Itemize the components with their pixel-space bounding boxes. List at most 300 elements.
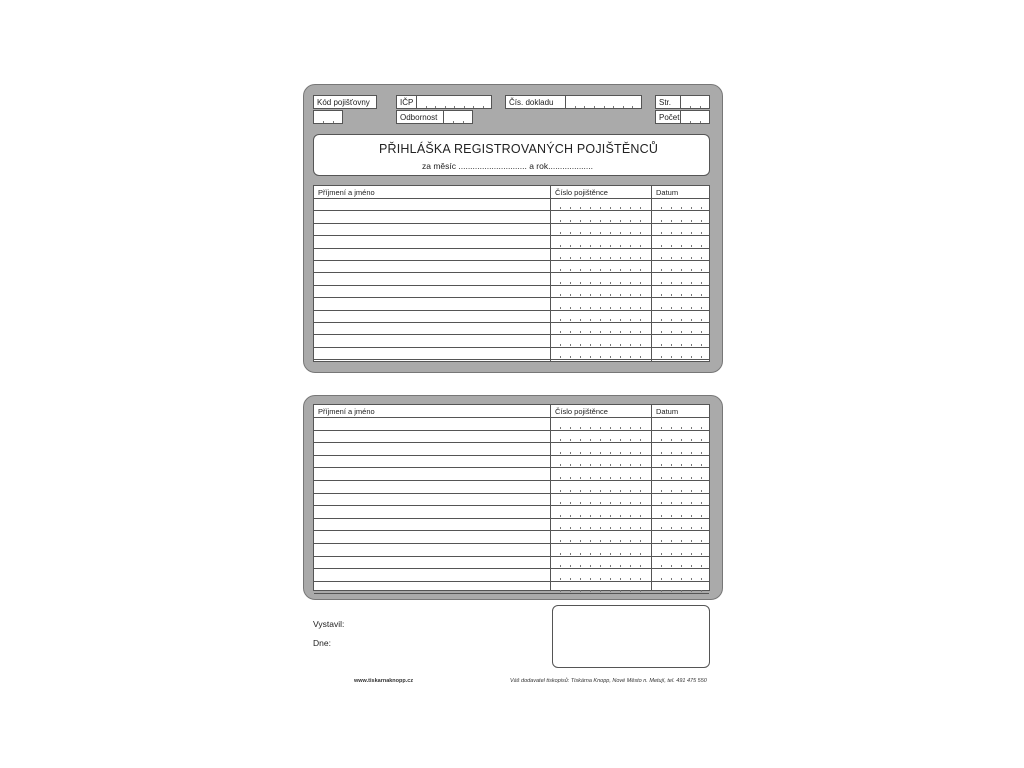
digit-tick bbox=[590, 565, 591, 567]
digit-tick bbox=[590, 232, 591, 234]
digit-tick bbox=[620, 232, 621, 234]
digit-tick bbox=[630, 344, 631, 346]
digit-tick bbox=[681, 282, 682, 284]
digit-tick bbox=[681, 356, 682, 358]
digit-tick bbox=[600, 553, 601, 555]
digit-tick bbox=[671, 477, 672, 479]
table-row[interactable] bbox=[314, 443, 709, 455]
digit-tick bbox=[681, 490, 682, 492]
digit-tick bbox=[691, 553, 692, 555]
table-row-line bbox=[314, 593, 709, 594]
digit-tick bbox=[661, 540, 662, 542]
digit-tick bbox=[671, 540, 672, 542]
digit-tick bbox=[701, 269, 702, 271]
digit-tick bbox=[610, 269, 611, 271]
digit-tick bbox=[610, 578, 611, 580]
digit-tick bbox=[560, 427, 561, 429]
digit-tick bbox=[691, 565, 692, 567]
column-header-date: Datum bbox=[656, 188, 679, 197]
table-row[interactable] bbox=[314, 286, 709, 297]
digit-tick bbox=[701, 207, 702, 209]
digit-tick bbox=[570, 319, 571, 321]
table-row[interactable] bbox=[314, 224, 709, 235]
digit-tick bbox=[610, 540, 611, 542]
digit-tick bbox=[690, 106, 691, 108]
digit-tick bbox=[560, 307, 561, 309]
digit-tick bbox=[661, 439, 662, 441]
digit-tick bbox=[560, 490, 561, 492]
table-row[interactable] bbox=[314, 494, 709, 506]
digit-tick bbox=[630, 294, 631, 296]
digit-tick bbox=[671, 452, 672, 454]
digit-tick bbox=[580, 477, 581, 479]
digit-tick bbox=[570, 427, 571, 429]
digit-tick bbox=[671, 319, 672, 321]
digit-tick bbox=[640, 294, 641, 296]
digit-tick bbox=[613, 106, 614, 108]
digit-tick bbox=[681, 245, 682, 247]
digit-tick bbox=[671, 207, 672, 209]
digit-tick bbox=[600, 307, 601, 309]
column-header-date: Datum bbox=[656, 407, 679, 416]
digit-tick bbox=[681, 319, 682, 321]
digit-tick bbox=[570, 356, 571, 358]
digit-tick bbox=[580, 464, 581, 466]
digit-tick bbox=[620, 540, 621, 542]
digit-tick bbox=[691, 578, 692, 580]
period-line[interactable]: za měsíc ............................. a rok................... bbox=[422, 161, 593, 171]
digit-tick bbox=[640, 344, 641, 346]
digit-tick bbox=[671, 257, 672, 259]
pocet-field[interactable] bbox=[680, 110, 710, 124]
digit-tick bbox=[681, 527, 682, 529]
digit-tick bbox=[691, 452, 692, 454]
digit-tick bbox=[700, 121, 701, 123]
digit-tick bbox=[590, 220, 591, 222]
website-text[interactable]: www.tiskarnaknopp.cz bbox=[354, 678, 414, 684]
digit-tick bbox=[671, 282, 672, 284]
table-row[interactable] bbox=[314, 273, 709, 284]
digit-tick bbox=[570, 452, 571, 454]
digit-tick bbox=[580, 245, 581, 247]
digit-tick bbox=[620, 269, 621, 271]
digit-tick bbox=[681, 220, 682, 222]
digit-tick bbox=[600, 565, 601, 567]
table-row[interactable] bbox=[314, 569, 709, 581]
digit-tick bbox=[640, 515, 641, 517]
digit-tick bbox=[560, 590, 561, 592]
table-row[interactable] bbox=[314, 348, 709, 359]
digit-tick bbox=[560, 344, 561, 346]
digit-tick bbox=[691, 527, 692, 529]
column-header-number: Číslo pojištěnce bbox=[555, 407, 608, 416]
digit-tick bbox=[580, 540, 581, 542]
digit-tick bbox=[661, 220, 662, 222]
digit-tick bbox=[570, 294, 571, 296]
digit-tick bbox=[560, 294, 561, 296]
digit-tick bbox=[640, 232, 641, 234]
digit-tick bbox=[600, 207, 601, 209]
digit-tick bbox=[560, 269, 561, 271]
cis-dokladu-label: Čís. dokladu bbox=[509, 98, 554, 107]
digit-tick bbox=[620, 344, 621, 346]
digit-tick bbox=[630, 282, 631, 284]
digit-tick bbox=[681, 565, 682, 567]
table-row[interactable] bbox=[314, 199, 709, 210]
digit-tick bbox=[560, 220, 561, 222]
digit-tick bbox=[701, 356, 702, 358]
digit-tick bbox=[661, 527, 662, 529]
digit-tick bbox=[701, 245, 702, 247]
digit-tick bbox=[691, 427, 692, 429]
digit-tick bbox=[640, 319, 641, 321]
digit-tick bbox=[580, 515, 581, 517]
digit-tick bbox=[590, 464, 591, 466]
digit-tick bbox=[661, 356, 662, 358]
digit-tick bbox=[610, 232, 611, 234]
digit-tick bbox=[590, 427, 591, 429]
digit-tick bbox=[620, 515, 621, 517]
digit-tick bbox=[560, 207, 561, 209]
table-row[interactable] bbox=[314, 298, 709, 309]
digit-tick bbox=[580, 439, 581, 441]
digit-tick bbox=[630, 515, 631, 517]
digit-tick bbox=[661, 515, 662, 517]
digit-tick bbox=[590, 578, 591, 580]
digit-tick bbox=[600, 590, 601, 592]
digit-tick bbox=[640, 490, 641, 492]
digit-tick bbox=[620, 553, 621, 555]
digit-tick bbox=[580, 207, 581, 209]
digit-tick bbox=[590, 245, 591, 247]
digit-tick bbox=[661, 578, 662, 580]
digit-tick bbox=[600, 515, 601, 517]
digit-tick bbox=[600, 294, 601, 296]
digit-tick bbox=[701, 490, 702, 492]
digit-tick bbox=[584, 106, 585, 108]
digit-tick bbox=[590, 490, 591, 492]
digit-tick bbox=[580, 294, 581, 296]
digit-tick bbox=[701, 540, 702, 542]
digit-tick bbox=[620, 331, 621, 333]
digit-tick bbox=[560, 578, 561, 580]
digit-tick bbox=[620, 220, 621, 222]
digit-tick bbox=[671, 590, 672, 592]
digit-tick bbox=[560, 477, 561, 479]
digit-tick bbox=[620, 257, 621, 259]
digit-tick bbox=[701, 319, 702, 321]
digit-tick bbox=[570, 527, 571, 529]
digit-tick bbox=[600, 477, 601, 479]
digit-tick bbox=[590, 331, 591, 333]
digit-tick bbox=[701, 565, 702, 567]
digit-tick bbox=[691, 319, 692, 321]
digit-tick bbox=[610, 477, 611, 479]
digit-tick bbox=[671, 490, 672, 492]
digit-tick bbox=[600, 232, 601, 234]
digit-tick bbox=[570, 565, 571, 567]
digit-tick bbox=[661, 553, 662, 555]
digit-tick bbox=[620, 578, 621, 580]
digit-tick bbox=[570, 477, 571, 479]
digit-tick bbox=[590, 356, 591, 358]
digit-tick bbox=[681, 515, 682, 517]
digit-tick bbox=[701, 257, 702, 259]
table-row[interactable] bbox=[314, 468, 709, 480]
table-row[interactable] bbox=[314, 249, 709, 260]
digit-tick bbox=[640, 540, 641, 542]
digit-tick bbox=[600, 319, 601, 321]
digit-tick bbox=[630, 477, 631, 479]
digit-tick bbox=[610, 527, 611, 529]
digit-tick bbox=[435, 106, 436, 108]
insured-table-bottom bbox=[313, 404, 710, 591]
digit-tick bbox=[640, 553, 641, 555]
digit-tick bbox=[610, 207, 611, 209]
dne-label: Dne: bbox=[313, 638, 331, 648]
digit-tick bbox=[580, 427, 581, 429]
digit-tick bbox=[681, 331, 682, 333]
digit-tick bbox=[453, 121, 454, 123]
digit-tick bbox=[580, 257, 581, 259]
digit-tick bbox=[691, 477, 692, 479]
table-row[interactable] bbox=[314, 481, 709, 493]
digit-tick bbox=[620, 477, 621, 479]
digit-tick bbox=[701, 439, 702, 441]
digit-tick bbox=[630, 452, 631, 454]
digit-tick bbox=[570, 344, 571, 346]
digit-tick bbox=[333, 121, 334, 123]
digit-tick bbox=[630, 502, 631, 504]
digit-tick bbox=[570, 590, 571, 592]
digit-tick bbox=[600, 464, 601, 466]
digit-tick bbox=[701, 307, 702, 309]
digit-tick bbox=[681, 207, 682, 209]
digit-tick bbox=[560, 540, 561, 542]
digit-tick bbox=[681, 307, 682, 309]
digit-tick bbox=[620, 490, 621, 492]
digit-tick bbox=[594, 106, 595, 108]
digit-tick bbox=[560, 464, 561, 466]
digit-tick bbox=[640, 578, 641, 580]
digit-tick bbox=[620, 245, 621, 247]
digit-tick bbox=[640, 257, 641, 259]
stamp-signature-box[interactable] bbox=[552, 605, 710, 668]
digit-tick bbox=[630, 220, 631, 222]
digit-tick bbox=[630, 257, 631, 259]
digit-tick bbox=[681, 344, 682, 346]
digit-tick bbox=[454, 106, 455, 108]
digit-tick bbox=[610, 257, 611, 259]
digit-tick bbox=[691, 294, 692, 296]
digit-tick bbox=[590, 344, 591, 346]
digit-tick bbox=[620, 307, 621, 309]
digit-tick bbox=[483, 106, 484, 108]
kod-pojistovny-field[interactable] bbox=[313, 110, 343, 124]
digit-tick bbox=[661, 232, 662, 234]
digit-tick bbox=[590, 294, 591, 296]
digit-tick bbox=[570, 331, 571, 333]
digit-tick bbox=[691, 502, 692, 504]
digit-tick bbox=[701, 477, 702, 479]
digit-tick bbox=[580, 590, 581, 592]
digit-tick bbox=[661, 269, 662, 271]
digit-tick bbox=[690, 121, 691, 123]
column-header-number: Číslo pojištěnce bbox=[555, 188, 608, 197]
digit-tick bbox=[610, 502, 611, 504]
digit-tick bbox=[640, 269, 641, 271]
table-row[interactable] bbox=[314, 506, 709, 518]
digit-tick bbox=[560, 502, 561, 504]
digit-tick bbox=[640, 207, 641, 209]
table-row[interactable] bbox=[314, 261, 709, 272]
digit-tick bbox=[681, 427, 682, 429]
digit-tick bbox=[580, 319, 581, 321]
table-row[interactable] bbox=[314, 335, 709, 346]
table-row[interactable] bbox=[314, 323, 709, 334]
digit-tick bbox=[620, 427, 621, 429]
digit-tick bbox=[323, 121, 324, 123]
digit-tick bbox=[580, 578, 581, 580]
table-row[interactable] bbox=[314, 519, 709, 531]
digit-tick bbox=[600, 502, 601, 504]
odbornost-field[interactable] bbox=[443, 110, 473, 124]
digit-tick bbox=[590, 590, 591, 592]
digit-tick bbox=[681, 232, 682, 234]
digit-tick bbox=[701, 331, 702, 333]
digit-tick bbox=[575, 106, 576, 108]
digit-tick bbox=[630, 245, 631, 247]
table-row[interactable] bbox=[314, 582, 709, 594]
column-header-name: Příjmení a jméno bbox=[318, 407, 375, 416]
digit-tick bbox=[640, 527, 641, 529]
digit-tick bbox=[701, 578, 702, 580]
table-row[interactable] bbox=[314, 431, 709, 443]
digit-tick bbox=[671, 553, 672, 555]
digit-tick bbox=[671, 464, 672, 466]
digit-tick bbox=[630, 269, 631, 271]
supplier-text: Váš dodavatel tiskopisů: Tiskárna Knopp, Nové Město n. Metují, tel. 491 475 550 bbox=[510, 678, 707, 684]
table-row[interactable] bbox=[314, 211, 709, 222]
digit-tick bbox=[661, 452, 662, 454]
digit-tick bbox=[620, 502, 621, 504]
digit-tick bbox=[681, 477, 682, 479]
digit-tick bbox=[570, 207, 571, 209]
digit-tick bbox=[590, 282, 591, 284]
digit-tick bbox=[570, 439, 571, 441]
table-row[interactable] bbox=[314, 418, 709, 430]
digit-tick bbox=[701, 427, 702, 429]
digit-tick bbox=[560, 515, 561, 517]
digit-tick bbox=[560, 356, 561, 358]
digit-tick bbox=[701, 553, 702, 555]
digit-tick bbox=[600, 220, 601, 222]
digit-tick bbox=[570, 282, 571, 284]
digit-tick bbox=[600, 344, 601, 346]
digit-tick bbox=[570, 464, 571, 466]
digit-tick bbox=[661, 344, 662, 346]
digit-tick bbox=[426, 106, 427, 108]
insured-table-top bbox=[313, 185, 710, 362]
digit-tick bbox=[604, 106, 605, 108]
digit-tick bbox=[580, 356, 581, 358]
digit-tick bbox=[610, 590, 611, 592]
digit-tick bbox=[640, 427, 641, 429]
digit-tick bbox=[610, 220, 611, 222]
digit-tick bbox=[691, 269, 692, 271]
digit-tick bbox=[681, 464, 682, 466]
str-label: Str. bbox=[659, 98, 672, 107]
digit-tick bbox=[570, 540, 571, 542]
digit-tick bbox=[681, 590, 682, 592]
digit-tick bbox=[661, 245, 662, 247]
digit-tick bbox=[701, 344, 702, 346]
vystavil-label: Vystavil: bbox=[313, 619, 345, 629]
table-row[interactable] bbox=[314, 311, 709, 322]
digit-tick bbox=[445, 106, 446, 108]
digit-tick bbox=[580, 490, 581, 492]
digit-tick bbox=[691, 282, 692, 284]
digit-tick bbox=[590, 553, 591, 555]
digit-tick bbox=[701, 282, 702, 284]
digit-tick bbox=[630, 464, 631, 466]
digit-tick bbox=[620, 319, 621, 321]
digit-tick bbox=[700, 106, 701, 108]
table-row[interactable] bbox=[314, 531, 709, 543]
digit-tick bbox=[590, 502, 591, 504]
table-row[interactable] bbox=[314, 236, 709, 247]
digit-tick bbox=[661, 294, 662, 296]
digit-tick bbox=[590, 269, 591, 271]
table-row[interactable] bbox=[314, 456, 709, 468]
digit-tick bbox=[610, 331, 611, 333]
digit-tick bbox=[590, 515, 591, 517]
digit-tick bbox=[671, 245, 672, 247]
digit-tick bbox=[671, 578, 672, 580]
digit-tick bbox=[600, 427, 601, 429]
digit-tick bbox=[590, 477, 591, 479]
table-row[interactable] bbox=[314, 544, 709, 556]
digit-tick bbox=[681, 553, 682, 555]
digit-tick bbox=[610, 515, 611, 517]
digit-tick bbox=[671, 356, 672, 358]
digit-tick bbox=[640, 331, 641, 333]
digit-tick bbox=[590, 527, 591, 529]
digit-tick bbox=[570, 515, 571, 517]
digit-tick bbox=[671, 331, 672, 333]
digit-tick bbox=[640, 439, 641, 441]
digit-tick bbox=[691, 220, 692, 222]
digit-tick bbox=[570, 245, 571, 247]
digit-tick bbox=[580, 220, 581, 222]
digit-tick bbox=[640, 220, 641, 222]
digit-tick bbox=[691, 356, 692, 358]
digit-tick bbox=[473, 106, 474, 108]
digit-tick bbox=[681, 578, 682, 580]
digit-tick bbox=[620, 590, 621, 592]
icp-label: IČP bbox=[400, 98, 414, 107]
digit-tick bbox=[610, 307, 611, 309]
digit-tick bbox=[691, 245, 692, 247]
digit-tick bbox=[661, 590, 662, 592]
digit-tick bbox=[640, 245, 641, 247]
digit-tick bbox=[600, 527, 601, 529]
digit-tick bbox=[580, 282, 581, 284]
table-row[interactable] bbox=[314, 557, 709, 569]
digit-tick bbox=[570, 269, 571, 271]
str-field[interactable] bbox=[680, 95, 710, 109]
digit-tick bbox=[580, 331, 581, 333]
